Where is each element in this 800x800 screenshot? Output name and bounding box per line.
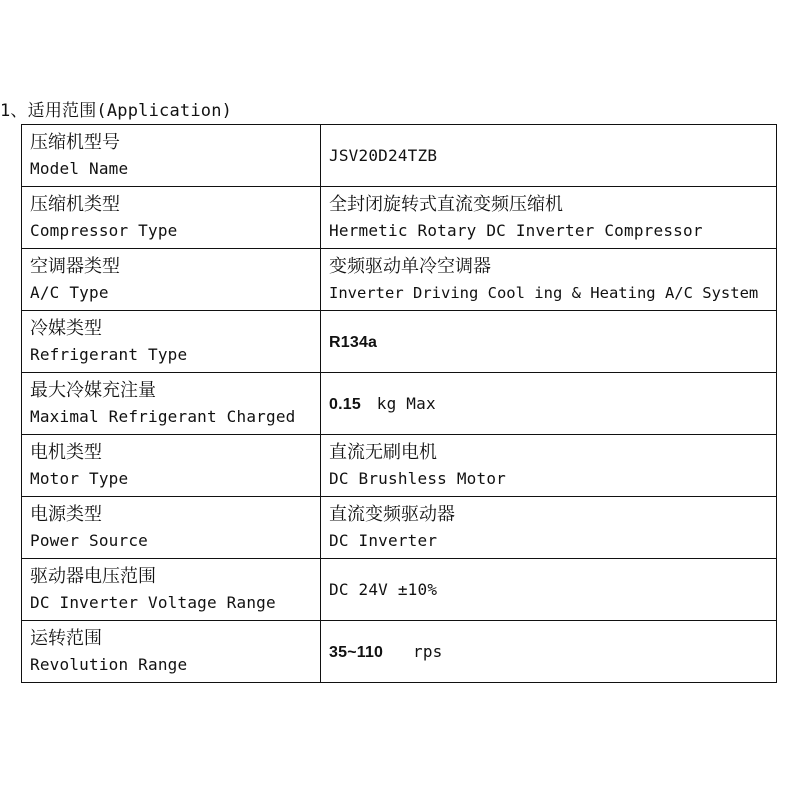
table-row	[22, 125, 777, 187]
label-zh: 冷媒类型	[30, 317, 102, 339]
value-cell	[321, 435, 777, 497]
label-cell	[22, 249, 321, 311]
value-cell	[321, 559, 777, 621]
label-zh: 空调器类型	[30, 255, 120, 277]
value-cell	[321, 249, 777, 311]
label-cell	[22, 125, 321, 187]
table-row	[22, 187, 777, 249]
table-row	[22, 559, 777, 621]
table-row	[22, 373, 777, 435]
label-cell	[22, 621, 321, 683]
label-cell	[22, 187, 321, 249]
label-zh: 驱动器电压范围	[30, 565, 156, 587]
table-row	[22, 311, 777, 373]
label-en: Model Name	[30, 158, 129, 178]
value-cell	[321, 187, 777, 249]
value-number: 0.15	[329, 395, 361, 413]
value-cell	[321, 125, 777, 187]
label-zh: 电机类型	[30, 441, 102, 463]
spec-table	[21, 124, 777, 683]
label-zh: 电源类型	[30, 503, 102, 525]
table-row	[22, 435, 777, 497]
label-cell	[22, 435, 321, 497]
value-text: JSV20D24TZB	[329, 146, 438, 165]
value-text: R134a	[329, 333, 378, 351]
value-cell	[321, 621, 777, 683]
value-text: DC 24V ±10%	[329, 580, 438, 599]
label-zh: 运转范围	[30, 627, 102, 649]
value-unit: rps	[413, 641, 443, 661]
value-en: DC Brushless Motor	[329, 468, 506, 488]
value-zh: 直流无刷电机	[329, 441, 437, 463]
value-cell	[321, 497, 777, 559]
label-cell	[22, 311, 321, 373]
value-cell	[321, 373, 777, 435]
value-unit: kg Max	[376, 393, 436, 413]
label-cell	[22, 373, 321, 435]
label-en: DC Inverter Voltage Range	[30, 592, 276, 612]
label-en: Compressor Type	[30, 220, 178, 240]
table-row	[22, 621, 777, 683]
label-en: Power Source	[30, 530, 148, 550]
table-row	[22, 497, 777, 559]
value-en: Inverter Driving Cool ing & Heating A/C System	[329, 283, 759, 302]
label-cell	[22, 559, 321, 621]
table-row	[22, 249, 777, 311]
value-number: 35~110	[329, 643, 384, 661]
label-en: A/C Type	[30, 282, 109, 302]
label-zh: 压缩机类型	[30, 193, 120, 215]
value-en: Hermetic Rotary DC Inverter Compressor	[329, 220, 703, 240]
label-cell	[22, 497, 321, 559]
value-en: DC Inverter	[329, 530, 438, 550]
value-zh: 直流变频驱动器	[329, 503, 455, 525]
label-zh: 压缩机型号	[30, 131, 120, 153]
label-en: Motor Type	[30, 468, 129, 488]
section-heading: 1、适用范围(Application)	[0, 101, 233, 121]
value-cell	[321, 311, 777, 373]
value-zh: 变频驱动单冷空调器	[329, 255, 491, 277]
value-zh: 全封闭旋转式直流变频压缩机	[329, 193, 563, 215]
label-en: Revolution Range	[30, 654, 188, 674]
label-zh: 最大冷媒充注量	[30, 379, 156, 401]
label-en: Refrigerant Type	[30, 344, 188, 364]
label-en: Maximal Refrigerant Charged	[30, 406, 296, 426]
